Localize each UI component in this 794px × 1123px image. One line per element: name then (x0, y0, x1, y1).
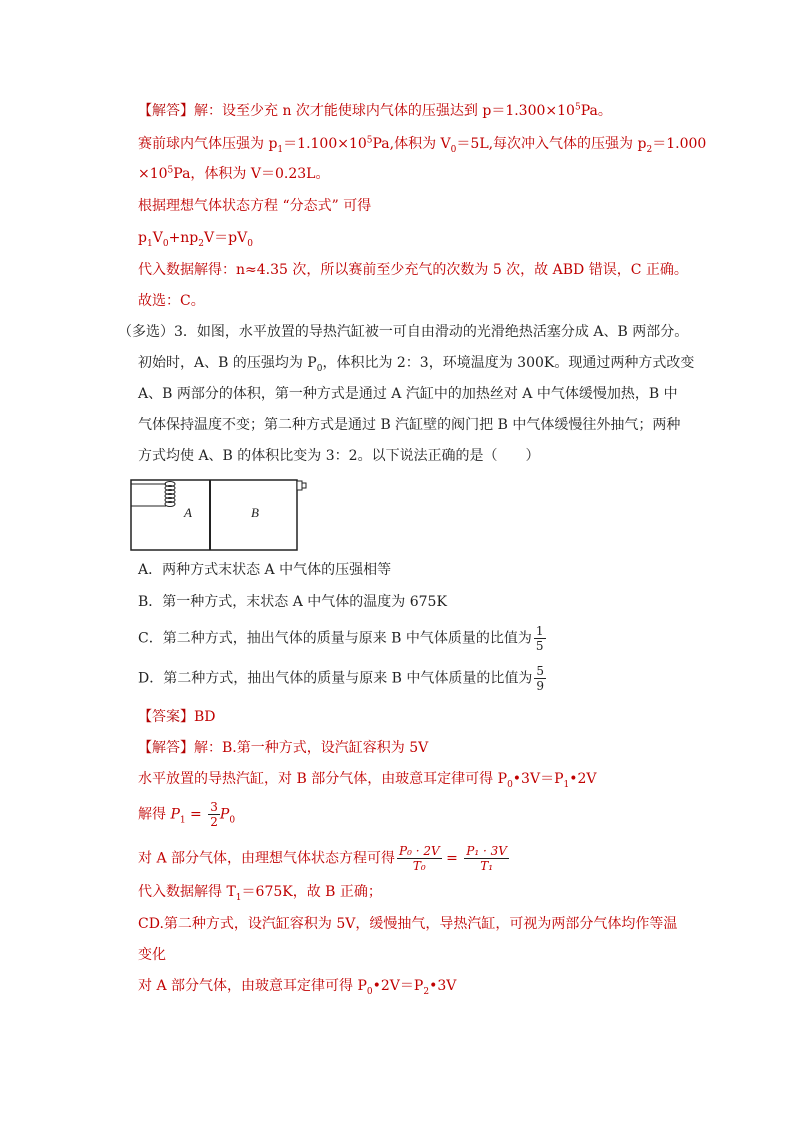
option-b: B．第一种方式，末状态 A 中气体的温度为 675K (138, 594, 447, 610)
label-b: B (251, 505, 259, 520)
answer3-s1: 【解答】解：B.第一种方式，设汽缸容积为 5V (138, 740, 429, 756)
answer3-s6: CD.第二种方式，设汽缸容积为 5V，缓慢抽气，导热汽缸，可视为两部分气体均作等温 (138, 916, 678, 932)
heating-coil (165, 482, 175, 507)
solution1-choice: 故选：C。 (138, 293, 205, 309)
label-a: A (184, 505, 192, 520)
solution1-intro: 【解答】解：设至少充 n 次才能使球内气体的压强达到 $p=1.300\times 10^5Pa$。 (138, 102, 612, 119)
option-c: C．第二种方式，抽出气体的质量与原来 B 中气体质量的比值为 $\frac{1}{5}$ (138, 624, 544, 653)
solution1-line3: $\times 10^5Pa$，体积为 V＝0.23L。 (138, 165, 330, 182)
answer3-s2: 水平放置的导热汽缸，对 B 部分气体，由玻意耳定律可得 $P_0•3V=P_1•2V$ (138, 771, 597, 790)
valve (297, 481, 302, 490)
answer-line (138, 707, 216, 727)
answer3-s3: 解得 $P_1$ = $\frac{3}{2}$ $P_0$ (138, 800, 236, 829)
fraction-d: $\frac{5}{9}$ (536, 664, 545, 693)
answer-label: 【答案】 (138, 709, 194, 725)
question3-line5: 方式均使 A、B 的体积比变为 3：2。以下说法正确的是（ ） (138, 448, 540, 464)
solution-label: 【解答】 (138, 103, 194, 119)
question3-line1: （多选）3．如图，水平放置的导热汽缸被一可自由滑动的光滑绝热活塞分成 A、B 两部分。 (118, 324, 689, 340)
option-a: A．两种方式末状态 A 中气体的压强相等 (138, 562, 392, 578)
answer3-s7: 变化 (138, 947, 166, 963)
valve-tip (302, 483, 306, 488)
cylinder-diagram (128, 470, 313, 554)
solution1-result: 代入数据解得：n≈4.35 次，所以赛前至少充气的次数为 5 次，故 ABD 错误，C 正确。 (138, 262, 688, 278)
question3-line2: 初始时，A、B 的压强均为 $P_0$，体积比为 2：3，环境温度为 300K。现通过两种方式改变 (138, 355, 695, 374)
option-d: D．第二种方式，抽出气体的质量与原来 B 中气体质量的比值为 $\frac{5}{9}$ (138, 664, 545, 693)
solution1-equation: $p_1V_0+np_2V=pV_0$ (138, 230, 253, 249)
fraction-c: $\frac{1}{5}$ (535, 624, 544, 653)
solution1-line4: 根据理想气体状态方程 “分态式” 可得 (138, 198, 372, 214)
answer3-s5: 代入数据解得 $T_1=675K$，故 B 正确； (138, 884, 382, 903)
answer3-s8: 对 A 部分气体，由玻意耳定律可得 $P_0•2V=P_2•3V$ (138, 978, 457, 997)
cylinder-body (131, 480, 297, 550)
question3-line3: A、B 两部分的体积，第一种方式是通过 A 汽缸中的加热丝对 A 中气体缓慢加热，B 中 (138, 386, 678, 402)
solution-label: 【解答】 (138, 740, 194, 756)
answer-value: BD (194, 709, 216, 725)
answer3-s4: 对 A 部分气体，由理想气体状态方程可得 $\frac{\text{P₀ · 2V}}{\text{T₀}}$ = $\frac{\text{P₁ · 3V}}{\text{T₁}}$ (138, 844, 507, 873)
question3-line4: 气体保持温度不变；第二种方式是通过 B 汽缸壁的阀门把 B 中气体缓慢往外抽气；两种 (138, 417, 681, 433)
solution1-line2: 赛前球内气体压强为 $p_1=1.100\times 10^5Pa$,体积为 $V_0=5L$,每次冲入气体的压强为 $p_2=1.000$ (138, 135, 707, 155)
